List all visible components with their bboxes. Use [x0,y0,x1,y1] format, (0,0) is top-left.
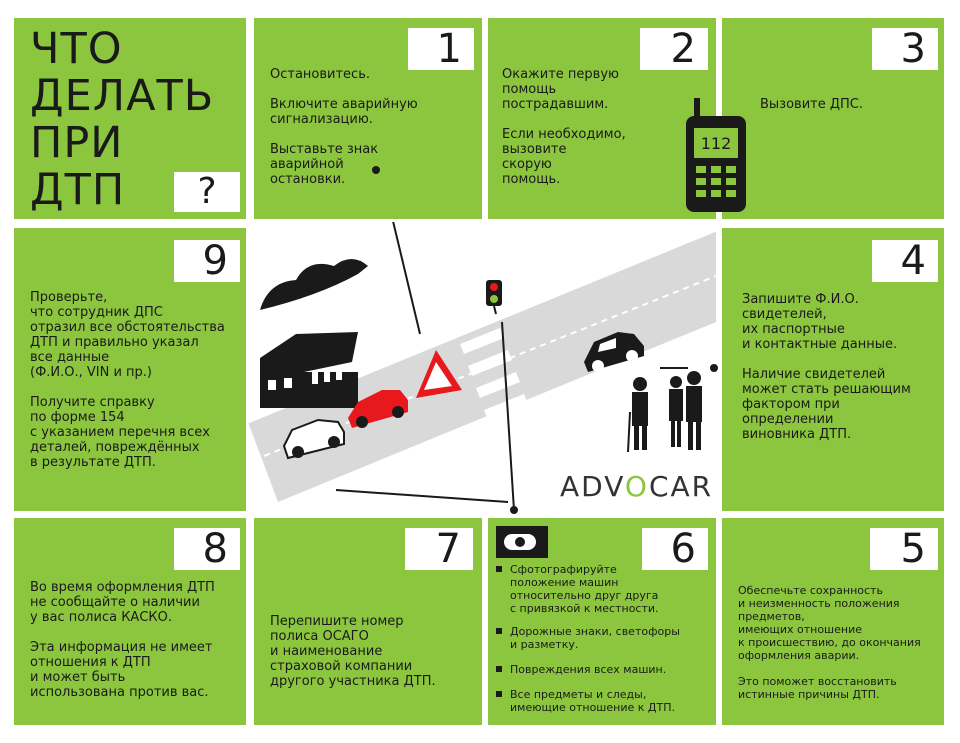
cloud-icon [260,259,368,310]
mobile-phone-icon [684,98,748,214]
step-6-bullet-4: Все предметы и следы, имеющие отношение к ДТП. [496,688,675,714]
step-4-number: 4 [872,240,938,282]
logo-part-1: ADV [560,470,625,503]
question-box: ? [174,172,240,212]
people-icon [628,371,702,452]
step-9-number: 9 [174,240,240,282]
page-title: ЧТО ДЕЛАТЬ ПРИ ДТП [30,24,215,215]
step-9-text: Проверьте, что сотрудник ДПС отразил все обстоятельства ДТП и правильно указал все данные (Ф.И.О., VIN и пр.) Получите справку по форме 154 с указанием перечня всех деталей, повреждённых в результате ДТП. [30,290,225,470]
step-5-number: 5 [870,528,938,570]
step-6-bullet-3: Повреждения всех машин. [496,663,666,676]
pointer-dot-1 [372,166,380,174]
step-6-number: 6 [642,528,708,570]
step-7-text: Перепишите номер полиса ОСАГО и наименование страховой компании другого участника ДТП. [270,614,436,689]
step-1-text: Остановитесь. Включите аварийную сигнализацию. Выставьте знак аварийной остановки. [270,67,418,187]
step-3-text: Вызовите ДПС. [760,97,864,112]
step-7-number: 7 [405,528,473,570]
step-8-text: Во время оформления ДТП не сообщайте о наличии у вас полиса КАСКО. Эта информация не имеет отношения к ДТП и может быть использована против вас. [30,580,215,700]
step-5-text: Обеспечьте сохранность и неизменность положения предметов, имеющих отношение к происшествию, до окончания оформления аварии. Это поможет восстановить истинные причины ДТП. [738,584,921,701]
logo-part-2: O [624,470,649,503]
step-4-text: Запишите Ф.И.О. свидетелей, их паспортные и контактные данные. Наличие свидетелей может стать решающим фактором при определении виновника ДТП. [742,292,911,442]
accident-scene [248,222,721,510]
house-icon [260,332,358,408]
step-2-text: Окажите первую помощь пострадавшим. Если необходимо, вызовите скорую помощь. [502,67,626,187]
phone-number-label: 112 [700,134,732,153]
camera-icon [496,526,548,558]
step-1-number: 1 [408,28,474,70]
step-3-number: 3 [872,28,938,70]
step-6-bullet-1: Сфотографируйте положение машин относительно друг друга с привязкой к местности. [496,563,659,615]
advocar-logo [560,470,713,503]
traffic-light-icon [486,280,502,314]
step-2-number: 2 [640,28,708,70]
step-8-number: 8 [174,528,240,570]
pointer-dot-3 [710,364,718,372]
logo-part-3: CAR [648,470,714,503]
pointer-dot-2 [510,506,518,514]
step-6-bullet-2: Дорожные знаки, светофоры и разметку. [496,625,680,651]
